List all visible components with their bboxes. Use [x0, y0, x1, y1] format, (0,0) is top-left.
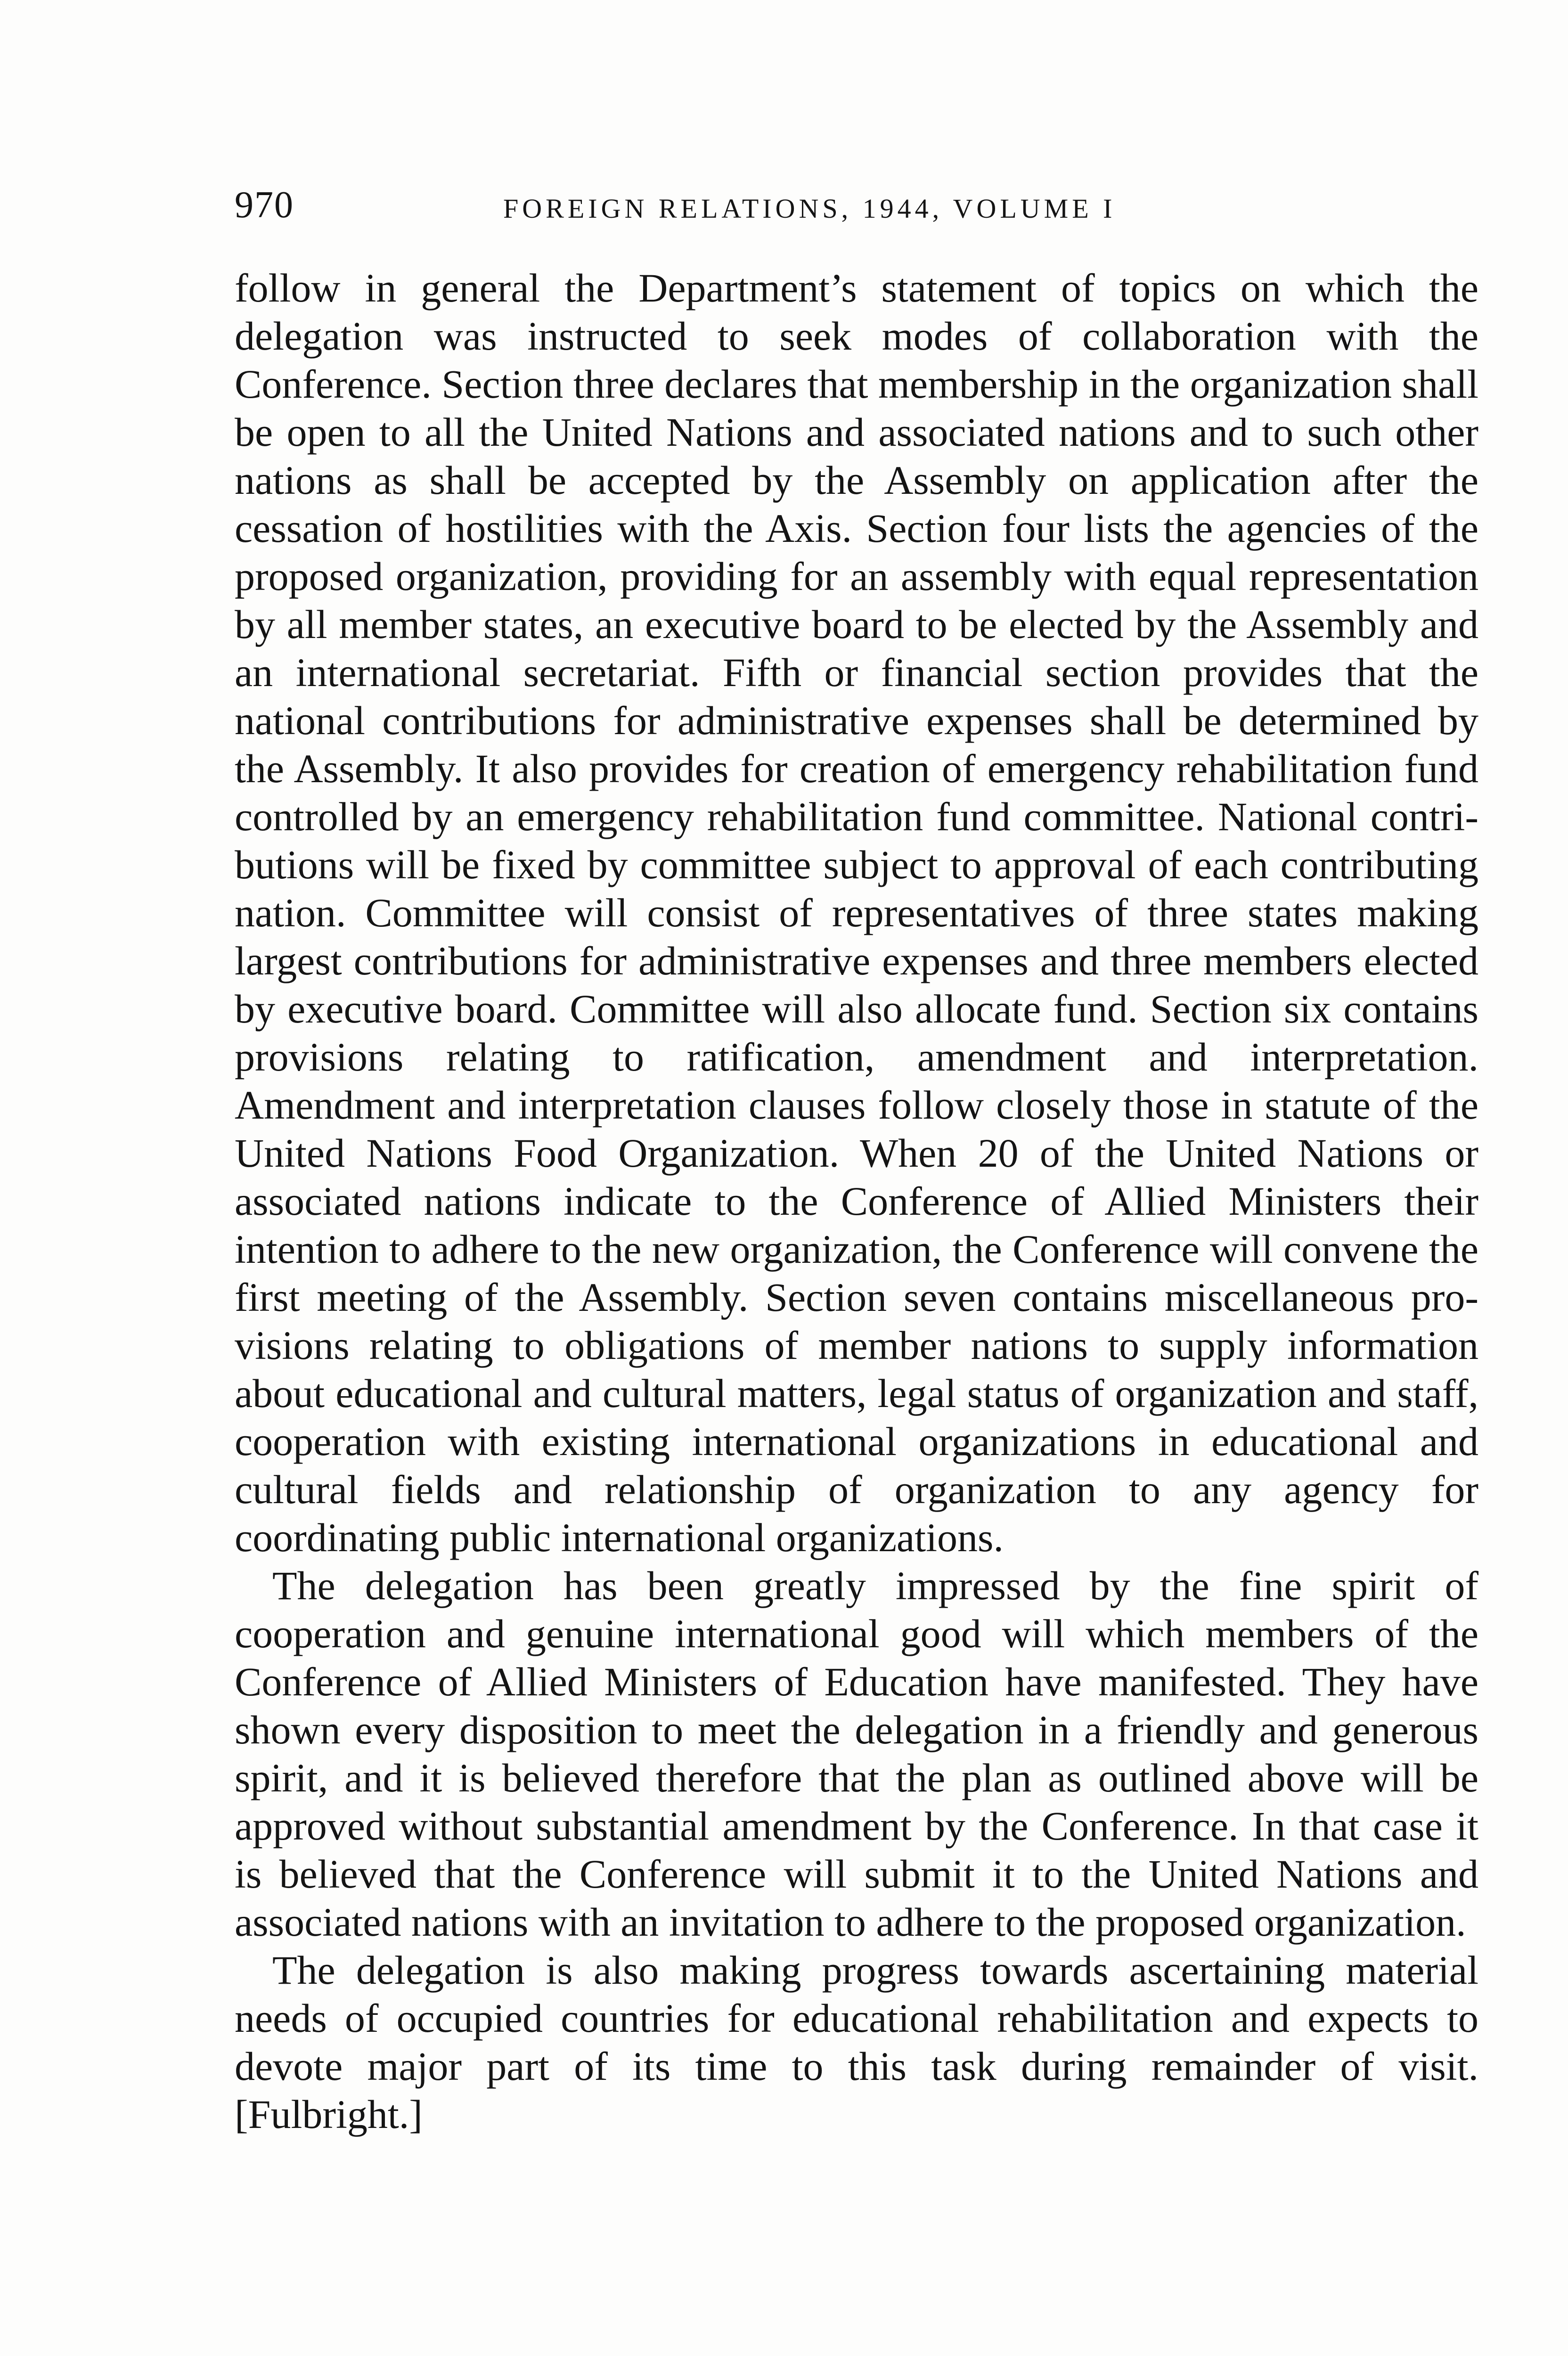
body-text: [235, 264, 1478, 2138]
running-head-title: FOREIGN RELATIONS, 1944, VOLUME I: [503, 193, 1116, 224]
running-head: [235, 179, 1478, 231]
paragraph-delegation-progress: The delegation is also making progress towards ascertaining material needs of occupied countries for educational rehabilitation and expects to devote major part of its time to this task during remainder of visit. [Fulbright.]: [235, 1947, 1478, 2137]
paragraph-continuation: follow in general the Department’s statement of topics on which the delegation was instructed to seek modes of collaboration with the Conference. Section three declares that membership in the organization shall be open to all the United Nations and associated nations and to such other nations as shall be accepted by the Assembly on application after the cessation of hostilities with the Axis. Section four lists the agencies of the proposed organization, providing for an assembly with equal representation by all member states, an executive board to be elected by the Assembly and an international secretariat. Fifth or financial section provides that the national contributions for administrative expenses shall be determined by the Assembly. It also provides for creation of emergency rehabilitation fund controlled by an emergency rehabilitation fund committee. National contributions will be fixed by committee subject to approval of each contributing nation. Committee will consist of representatives of three states making largest contributions for administrative expenses and three members elected by executive board. Committee will also allocate fund. Section six contains provisions relating to ratification, amendment and interpretation. Amendment and interpretation clauses follow closely those in statute of the United Nations Food Organization. When 20 of the United Nations or associated nations indicate to the Conference of Allied Ministers their intention to adhere to the new organization, the Conference will convene the first meeting of the Assembly. Section seven contains miscellaneous provisions relating to obligations of member nations to supply information about educational and cultural matters, legal status of organization and staff, cooperation with existing international organizations in educational and cultural fields and relationship of organization to any agency for coordinating public international organizations.: [235, 265, 1478, 1560]
paragraph-delegation-impressed: The delegation has been greatly impressed by the fine spirit of cooperation and genuine international good will which members of the Conference of Allied Ministers of Education have manifested. They have shown every disposition to meet the delegation in a friendly and generous spirit, and it is believed therefore that the plan as outlined above will be approved without substantial amendment by the Conference. In that case it is believed that the Conference will submit it to the United Nations and associated nations with an invitation to adhere to the proposed organization.: [235, 1563, 1478, 1945]
page-number: 970: [235, 184, 294, 226]
